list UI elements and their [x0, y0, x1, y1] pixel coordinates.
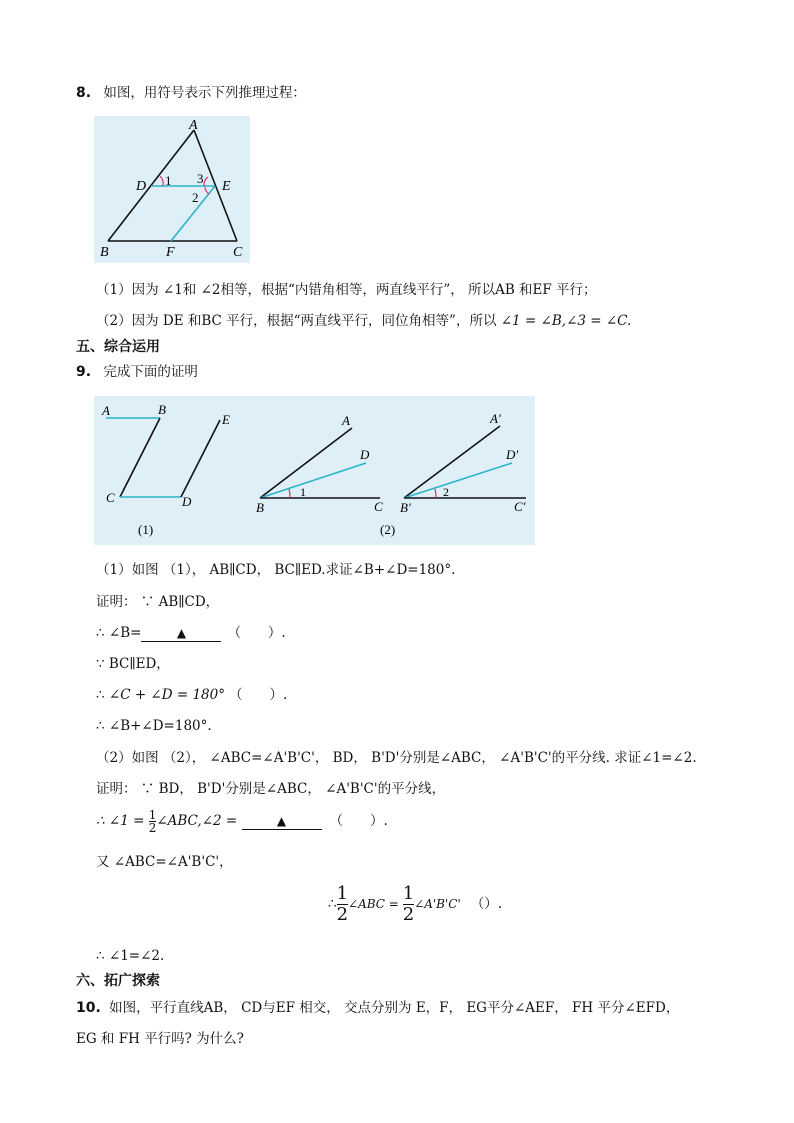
- q9-proof1-line4-math: ∠C + ∠D = 180°: [108, 687, 225, 703]
- q8-part2-text: （2）因为 DE 和BC 平行，根据“两直线平行，同位角相等”，所以: [96, 313, 501, 329]
- q8-angle-1: 1: [165, 173, 172, 188]
- q9-diagrams: [94, 396, 535, 545]
- q9-part1-statement: （1）如图 （1）， AB∥CD， BC∥ED.求证∠B+∠D=180°.: [96, 562, 456, 578]
- q8-label-D: D: [136, 179, 147, 194]
- fraction-numerator: 1: [148, 808, 157, 822]
- q8-label-C: C: [233, 245, 243, 260]
- fig2-angle-2: 2: [443, 485, 449, 499]
- q8-label-F: F: [166, 245, 175, 260]
- q10-number: 10.: [76, 1000, 101, 1016]
- fraction-a-numerator: 1: [336, 883, 349, 904]
- fig2-label-B-prime: B′: [400, 500, 411, 515]
- q8-label-A: A: [189, 118, 198, 133]
- fig2-label-A-prime: A′: [490, 411, 501, 426]
- q8-figure: [94, 116, 250, 263]
- q8-triangle-diagram: [94, 116, 250, 263]
- fig2-label-A: A: [342, 413, 350, 428]
- answer-blank-1[interactable]: [141, 626, 221, 642]
- half-fraction-b: [403, 884, 414, 925]
- q9-proof1-line4: [96, 686, 287, 704]
- q8-part2-math: ∠1 = ∠B,∠3 = ∠C.: [500, 313, 632, 329]
- fig1-caption: (1): [138, 522, 154, 537]
- reason-blank-4[interactable]: （）.: [470, 896, 503, 912]
- fig2-label-C-prime: C′: [514, 499, 526, 514]
- q10-text-1: 如图，平行直线AB， CD与EF 相交， 交点分别为 E，F， EG平分∠AEF， FH 平分∠EFD，: [109, 1000, 680, 1016]
- fig1-label-E: E: [222, 412, 230, 427]
- q9-proof2-line2-math: ∠ABC,∠2 =: [156, 813, 242, 829]
- section-6-heading: 六、拓广探索: [76, 973, 160, 989]
- q8-angle-3: 3: [197, 171, 204, 186]
- q9-proof2-line4: [328, 884, 502, 930]
- answer-blank-2[interactable]: [242, 814, 322, 830]
- q9-proof1-line4-text: ∴: [96, 687, 109, 703]
- q9-proof1-line5: ∴ ∠B+∠D=180°.: [96, 718, 212, 734]
- q9-figure: [94, 396, 535, 545]
- q9-proof2-line1: 证明： ∵ BD， B'D'分别是∠ABC， ∠A'B'C'的平分线，: [96, 781, 446, 797]
- fig2-label-D-prime: D′: [506, 447, 519, 462]
- fig1-label-C: C: [106, 490, 115, 505]
- q9-number: 9.: [76, 364, 92, 380]
- q8-heading: [76, 84, 306, 102]
- q9-proof1-line3: ∵ BC∥ED，: [96, 656, 170, 672]
- q9-proof2-line3: 又 ∠ABC=∠A'B'C'，: [96, 854, 233, 870]
- section-5-heading: 五、综合运用: [76, 339, 160, 355]
- fig2-label-B: B: [256, 500, 264, 515]
- q9-prompt: 完成下面的证明: [103, 364, 198, 380]
- fraction-b-numerator: 1: [402, 883, 415, 904]
- q10-line1: [76, 999, 679, 1017]
- fraction-b-denominator: 2: [402, 904, 415, 925]
- q8-number: 8.: [76, 85, 92, 101]
- fig2-angle-1: 1: [300, 485, 306, 499]
- q9-heading: [76, 363, 198, 381]
- fraction-a-denominator: 2: [336, 904, 349, 925]
- q9-part2-statement: （2）如图 （2）， ∠ABC=∠A'B'C'， BD， B'D'分别是∠ABC， ∠A'B'C'的平分线. 求证∠1=∠2.: [96, 750, 697, 766]
- q9-proof1-line2-text: ∴ ∠B=: [96, 625, 142, 641]
- q8-label-B: B: [100, 245, 109, 260]
- q8-angle-2: 2: [192, 190, 199, 205]
- q9-proof2-line2: [96, 806, 388, 840]
- q10-line2: EG 和 FH 平行吗? 为什么?: [76, 1031, 244, 1047]
- reason-blank-2[interactable]: （ ）.: [228, 687, 288, 703]
- blank-marker: ▲: [176, 626, 187, 640]
- half-fraction-a: [337, 884, 348, 925]
- q9-proof2-line4-math-b: ∠A'B'C': [414, 897, 461, 911]
- blank-marker-2: ▲: [276, 814, 287, 828]
- fig2-caption: (2): [380, 522, 396, 537]
- q8-part1: （1）因为 ∠1和 ∠2相等，根据“内错角相等，两直线平行”， 所以AB 和EF 平行；: [96, 282, 597, 298]
- q8-part2: [96, 312, 631, 330]
- reason-blank-1[interactable]: （ ）.: [227, 625, 286, 641]
- reason-blank-3[interactable]: （ ）.: [329, 813, 388, 829]
- q9-proof2-line4-math-a: ∠ABC =: [348, 897, 403, 911]
- q8-prompt: 如图，用符号表示下列推理过程：: [103, 85, 306, 101]
- q9-proof1-line2: [96, 624, 286, 642]
- q8-label-E: E: [222, 179, 231, 194]
- fig1-label-D: D: [182, 494, 192, 509]
- fig1-label-B: B: [158, 402, 166, 417]
- fig1-label-A: A: [102, 403, 110, 418]
- fig2-label-C: C: [374, 499, 383, 514]
- fig2-label-D: D: [360, 447, 370, 462]
- q9-proof2-line4-therefore: ∴: [328, 896, 337, 912]
- q9-proof2-line5: ∴ ∠1=∠2.: [96, 948, 165, 964]
- q9-proof2-line2-text: ∴ ∠1 =: [96, 813, 149, 829]
- fraction-denominator: 2: [148, 821, 157, 835]
- q9-proof1-line1: 证明： ∵ AB∥CD，: [96, 594, 220, 610]
